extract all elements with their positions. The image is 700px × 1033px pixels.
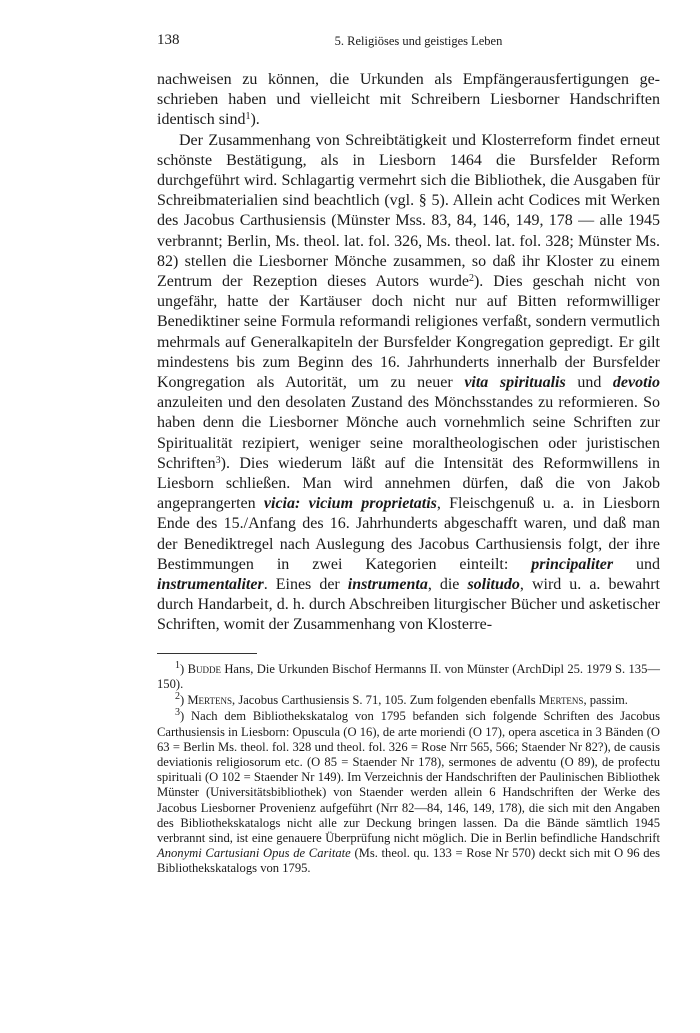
term-instrumenta: instrumenta	[347, 576, 428, 594]
footnotes	[157, 659, 660, 877]
footnote-text: , passim.	[583, 693, 628, 708]
term-solitudo: solitudo	[467, 576, 520, 594]
paragraph-text: , wird u. a. bewahrt durch Handarbeit, d. h. durch Abschreiben liturgischer Bücher und asketischer Schriften, womit der Zusammenhang von Klosterre-	[157, 576, 660, 634]
footnote-3: $^3$) Nach dem Bibliothekskatalog von 1795 befanden sich folgende Schriften des Jacobus Carthusiensis in Liesborn: Opuscula (O 16), de arte moriendi (O 17), opera ascetica in 3 Bänden (O 63 = Berlin Ms. theol. fol. 328 und theol. fol. 326 = Rose Nrr 565, 566; Staender Nr 82?), de causis deviationis religiosorum etc. (O 85 = Staender Nr 178), sermones de adventu (O 89), de profectu spirituali (O 102 = Staender Nr 149). Im Verzeichnis der Handschriften der Paulinischen Bibliothek Münster (Universitätsbibliothek) von Staender werden allein 6 Handschriften der Werke des Jacobus Liesborner Provenienz aufgeführt (Nrr 82—84, 146, 149, 178), die sich mit den Angaben des Bibliothekskatalogs nicht alle zur Deckung bringen lassen. Da die Bände sämtlich 1945 verbrannt sind, ist eine genauere Überprüfung nicht möglich. Die in Berlin befindliche Handschrift Anonymi Cartusiani Opus de Caritate (Ms. theol. qu. 133 = Rose Nr 570) deckt sich mit O 96 des Bibliothekskatalogs von 1795.	[157, 707, 660, 876]
paragraph-text: ). Dies wiederum läßt auf die Intensität des Reformwillens in Liesborn schließen. Man wird annehmen dürfen, daß die von Jakob angeprangerten	[157, 454, 660, 513]
footnote-text: , Jacobus Carthusiensis S. 71, 105. Zum folgenden ebenfalls	[232, 693, 539, 708]
main-text	[157, 70, 660, 636]
paragraph-text: und	[565, 374, 613, 392]
paragraph-text: ).	[250, 111, 260, 129]
footnote-mark: 1	[175, 659, 180, 671]
paragraph-text: , Fleischgenuß u. a. in Liesborn Ende des 15./Anfang des 16. Jahrhunderts abgeschafft waren, und daß man der Benediktregel nach Auslegung des Jacobus Carthusiensis folgt, der ihre Bestimmungen in zwei Kategorien einteilt:	[157, 495, 661, 573]
footnote-work-title: Anonymi Cartusiani Opus de Caritate	[157, 846, 351, 861]
footnote-ref-1[interactable]: 1	[245, 111, 251, 123]
paragraph-text: Der Zusammenhang von Schreibtätigkeit und Klosterreform findet erneut schönste Bestätigung, als in Liesborn 1464 die Bursfelder Reform durchgeführt wird. Schlagartig vermehrt sich die Bibliothek, die Ausgaben für Schreibmaterialien sind beachtlich (vgl. § 5). Allein acht Codices mit Werken des Jacobus Carthusiensis (Münster Mss. 83, 84, 146, 149, 178 — alle 1945 verbrannt; Berlin, Ms. theol. lat. fol. 326, Ms. theol. lat. fol. 328; Münster Ms. 82) stellen die Liesborner Mönche zusammen, so daß ihr Kloster zu einem Zentrum der Rezeption dieses Autors wurde	[157, 131, 660, 291]
footnote-mark: 2	[175, 691, 180, 703]
term-principaliter: principaliter	[531, 555, 614, 573]
footnote-author: Mertens	[538, 693, 584, 708]
running-title: 5. Religiöses und geistiges Leben	[334, 34, 503, 48]
footnote-2: $^2$) Mertens, Jacobus Carthusiensis S. 71, 105. Zum folgenden ebenfalls Mertens, passim.	[175, 691, 628, 708]
term-vicia: vicia: vicium proprietatis	[263, 495, 437, 513]
footnote-author: Mertens	[187, 693, 233, 708]
footnote-ref-3[interactable]: 3	[215, 454, 221, 466]
term-instrumentaliter: instrumentaliter	[157, 576, 264, 594]
paragraph-text: anzuleiten und den desolaten Zustand des Mönchsstandes zu reformieren. So haben denn die Liesborner Mönche auch vornehmlich seine Schriften zur Spiritualität rezipiert, weniger seine moraltheologischen oder juristischen Schriften	[157, 394, 660, 472]
paragraph-1	[157, 70, 660, 131]
footnote-divider	[157, 653, 257, 654]
footnote-text: (Ms. theol. qu. 133 = Rose Nr 570) deckt sich mit O 96 des Bibliothekskatalogs von 1795.	[157, 846, 660, 876]
footnote-text: Hans, Die Urkunden Bischof Hermanns II. von Münster (ArchDipl 25. 1979 S. 135—150).	[157, 661, 660, 691]
term-vita-spiritualis: vita spiritualis	[464, 374, 566, 392]
paragraph-text: nachweisen zu können, die Urkunden als Empfängerausfertigungen geschrieben haben und vielleicht mit Schreibern Liesborner Handschriften identisch sind	[157, 71, 660, 129]
term-devotio: devotio	[612, 374, 661, 392]
paragraph-text: . Eines der	[263, 576, 348, 594]
paragraph-text: und	[613, 555, 661, 573]
footnote-author: Budde	[187, 661, 221, 676]
paragraph-text: ). Dies geschah nicht von ungefähr, hatte der Kartäuser doch nicht nur auf Bitten reformwilliger Benediktiner seine Formula reformandi religiones verfaßt, sondern vermutlich mehrmals auf Generalkapiteln der Bursfelder Kongregation gepredigt. Er gilt mindestens bis zum Beginn des 16. Jahrhunderts innerhalb der Bursfelder Kongregation als Autorität, um zu neuer	[157, 273, 660, 392]
footnote-mark: 3	[175, 707, 180, 719]
page-header	[157, 30, 660, 52]
book-page	[157, 30, 660, 878]
paragraph-2	[157, 131, 660, 636]
footnote-1: $^1$) Budde Hans, Die Urkunden Bischof Hermanns II. von Münster (ArchDipl 25. 1979 S. 135—150).	[157, 659, 660, 691]
page-number: 138	[157, 32, 180, 48]
footnote-text: Nach dem Bibliothekskatalog von 1795 befanden sich folgende Schriften des Jacobus Carthusiensis in Liesborn: Opuscula (O 16), de arte moriendi (O 17), opera ascetica in 3 Bänden (O 63 = Berlin Ms. theol. fol. 328 und theol. fol. 326 = Rose Nrr 565, 566; Staender Nr 82?), de causis deviationis religiosorum etc. (O 85 = Staender Nr 178), sermones de adventu (O 89), de profectu spirituali (O 102 = Staender Nr 149). Im Verzeichnis der Handschriften der Paulinischen Bibliothek Münster (Universitätsbibliothek) von Staender werden allein 6 Handschriften der Werke des Jacobus Liesborner Provenienz aufgeführt (Nrr 82—84, 146, 149, 178), die sich mit den Angaben des Bibliothekskatalogs nicht alle zur Deckung bringen lassen. Da die Bände sämtlich 1945 verbrannt sind, ist eine genauere Überprüfung nicht möglich. Die in Berlin befindliche Handschrift	[157, 709, 660, 845]
footnote-ref-2[interactable]: 2	[468, 273, 474, 285]
paragraph-text: , die	[427, 576, 468, 594]
